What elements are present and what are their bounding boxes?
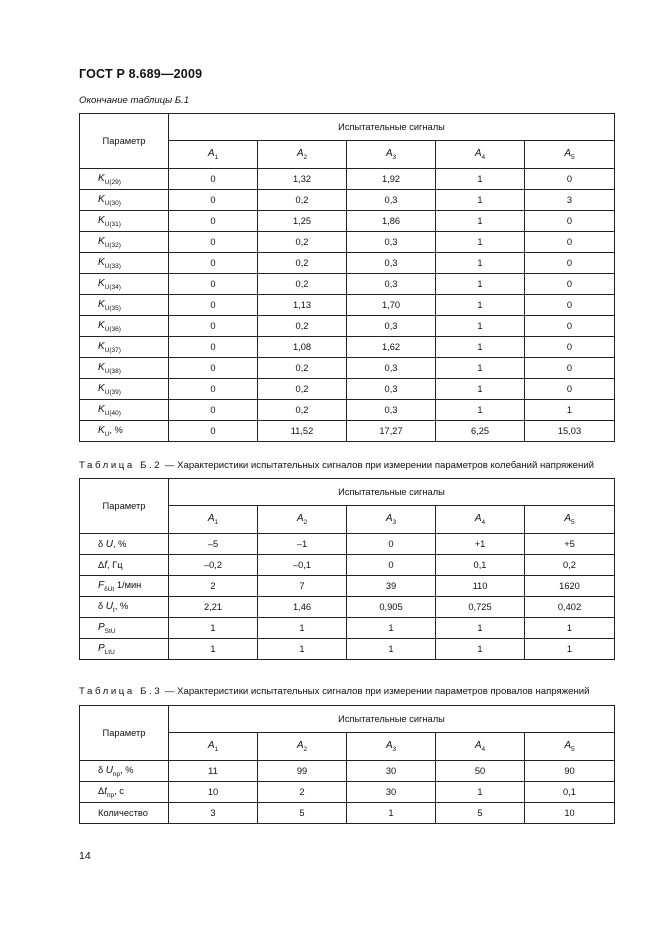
- signal-index: 2: [303, 519, 308, 526]
- value-cell: 0: [169, 295, 258, 316]
- param-prefix: Δ: [98, 559, 105, 570]
- value-cell: 0,905: [347, 597, 436, 618]
- param-subscript: U(29): [104, 178, 121, 186]
- value-cell: 1: [525, 618, 615, 639]
- signal-symbol: $A_4$: [474, 148, 486, 161]
- table-row: [80, 337, 615, 358]
- param-cell: [80, 316, 169, 337]
- signal-symbol: $A_1$: [207, 740, 219, 753]
- param-cell: [80, 534, 169, 555]
- table-row: [80, 379, 615, 400]
- param-subscript: U(37): [104, 346, 121, 354]
- value-cell: 0: [525, 274, 615, 295]
- table-row: [80, 782, 615, 803]
- table-row: [80, 534, 615, 555]
- value-cell: 1: [436, 295, 525, 316]
- value-cell: 1: [436, 358, 525, 379]
- param-subscript: U(39): [104, 388, 121, 396]
- param-subscript: U(35): [104, 304, 121, 312]
- signal-header-1: [169, 733, 258, 761]
- signal-header-4: [436, 733, 525, 761]
- signal-header-5: [525, 733, 615, 761]
- value-cell: 0,725: [436, 597, 525, 618]
- value-cell: 2,21: [169, 597, 258, 618]
- value-cell: 0: [169, 421, 258, 442]
- signal-index: 5: [571, 519, 575, 526]
- value-cell: 99: [258, 761, 347, 782]
- value-cell: 0: [169, 379, 258, 400]
- value-cell: 50: [436, 761, 525, 782]
- table2-caption: [79, 460, 594, 471]
- signal-header-2: [258, 141, 347, 169]
- table3-caption-text: — Характеристики испытательных сигналов при измерении параметров провалов напряжений: [162, 686, 590, 697]
- value-cell: 0,3: [347, 274, 436, 295]
- signal-symbol: $A_4$: [474, 513, 486, 526]
- table-row: [80, 639, 615, 660]
- signal-symbol: $A_3$: [385, 740, 397, 753]
- value-cell: 2: [169, 576, 258, 597]
- value-cell: 0,3: [347, 190, 436, 211]
- param-subscript: U(31): [104, 220, 121, 228]
- value-cell: 0: [169, 253, 258, 274]
- param-cell: [80, 358, 169, 379]
- signal-symbol: $A_2$: [296, 148, 308, 161]
- value-cell: 0,2: [525, 555, 615, 576]
- param-symbol: K: [98, 319, 105, 331]
- signal-header-2: [258, 506, 347, 534]
- param-symbol: P: [98, 621, 105, 633]
- param-symbol: K: [98, 382, 105, 394]
- signal-symbol: $A_2$: [296, 513, 308, 526]
- value-cell: 1: [436, 211, 525, 232]
- value-cell: 5: [258, 803, 347, 824]
- signal-index: 2: [303, 746, 308, 753]
- signal-symbol: $A_2$: [296, 740, 308, 753]
- param-symbol: K: [98, 235, 105, 247]
- param-symbol: P: [98, 642, 105, 654]
- value-cell: 1: [347, 639, 436, 660]
- value-cell: 0,2: [258, 400, 347, 421]
- table-row: [80, 358, 615, 379]
- param-symbol: K: [98, 361, 105, 373]
- value-cell: 0: [169, 337, 258, 358]
- value-cell: 0,2: [258, 232, 347, 253]
- value-cell: 11: [169, 761, 258, 782]
- value-cell: 15,03: [525, 421, 615, 442]
- value-cell: 0,3: [347, 400, 436, 421]
- table3-caption: [79, 686, 589, 697]
- param-subscript: U(34): [104, 283, 121, 291]
- param-cell: [80, 618, 169, 639]
- signal-index: 3: [392, 746, 397, 753]
- value-cell: 110: [436, 576, 525, 597]
- param-symbol: U: [105, 764, 113, 776]
- value-cell: 3: [169, 803, 258, 824]
- param-cell: [80, 639, 169, 660]
- value-cell: –0,1: [258, 555, 347, 576]
- value-cell: +5: [525, 534, 615, 555]
- value-cell: 1: [436, 782, 525, 803]
- value-cell: –0,2: [169, 555, 258, 576]
- param-subscript: U(36): [104, 325, 121, 333]
- table-row: [80, 274, 615, 295]
- param-header: Параметр: [80, 706, 169, 761]
- param-symbol: K: [98, 193, 105, 205]
- param-cell: [80, 295, 169, 316]
- table1-caption: Окончание таблицы Б.1: [79, 95, 190, 106]
- param-suffix: , %: [114, 600, 129, 611]
- signal-header-3: [347, 141, 436, 169]
- param-cell: [80, 190, 169, 211]
- signal-index: 4: [481, 154, 486, 161]
- param-header: Параметр: [80, 479, 169, 534]
- param-suffix: , Гц: [107, 559, 123, 570]
- value-cell: 0,3: [347, 232, 436, 253]
- signal-header-5: [525, 506, 615, 534]
- value-cell: 0,402: [525, 597, 615, 618]
- param-subscript: пр: [107, 791, 115, 799]
- value-cell: 1: [525, 400, 615, 421]
- value-cell: 0: [525, 295, 615, 316]
- value-cell: 0: [347, 555, 436, 576]
- header-row: [80, 479, 615, 506]
- value-cell: 0: [169, 358, 258, 379]
- value-cell: 1,70: [347, 295, 436, 316]
- value-cell: 0: [347, 534, 436, 555]
- value-cell: 1,08: [258, 337, 347, 358]
- value-cell: 1: [436, 232, 525, 253]
- signal-symbol: $A_5$: [564, 740, 575, 753]
- value-cell: 0,3: [347, 253, 436, 274]
- param-symbol: f: [104, 559, 107, 571]
- value-cell: 0,2: [258, 379, 347, 400]
- value-cell: 0: [169, 316, 258, 337]
- value-cell: 0: [169, 211, 258, 232]
- value-cell: 0: [525, 211, 615, 232]
- value-cell: 1,46: [258, 597, 347, 618]
- value-cell: 1: [258, 639, 347, 660]
- param-symbol: K: [98, 214, 105, 226]
- param-cell: [80, 803, 169, 824]
- value-cell: 0,1: [525, 782, 615, 803]
- param-subscript: U(38): [104, 367, 121, 375]
- table3-caption-label: Таблица Б.3: [79, 686, 163, 697]
- param-symbol: F: [98, 579, 105, 591]
- signal-header-3: [347, 506, 436, 534]
- param-prefix: δ: [98, 764, 106, 775]
- value-cell: 1,92: [347, 169, 436, 190]
- value-cell: 1: [436, 618, 525, 639]
- param-suffix: , %: [113, 538, 127, 549]
- param-cell: [80, 337, 169, 358]
- value-cell: 1: [436, 169, 525, 190]
- param-header: Параметр: [80, 114, 169, 169]
- value-cell: 1: [347, 803, 436, 824]
- table-row: [80, 232, 615, 253]
- header-row: [80, 114, 615, 141]
- param-cell: [80, 576, 169, 597]
- value-cell: 0,2: [258, 253, 347, 274]
- signal-symbol: $A_1$: [207, 148, 219, 161]
- param-subscript: U(30): [104, 199, 121, 207]
- param-subscript: t: [113, 606, 115, 614]
- value-cell: 3: [525, 190, 615, 211]
- value-cell: 11,52: [258, 421, 347, 442]
- signal-symbol: $A_4$: [474, 740, 486, 753]
- value-cell: 0,2: [258, 190, 347, 211]
- value-cell: 2: [258, 782, 347, 803]
- group-header: Испытательные сигналы: [169, 706, 615, 733]
- value-cell: 1: [525, 639, 615, 660]
- value-cell: 0: [525, 379, 615, 400]
- param-cell: [80, 379, 169, 400]
- signal-symbol: $A_5$: [564, 148, 575, 161]
- value-cell: 1,13: [258, 295, 347, 316]
- signal-index: 5: [571, 154, 575, 161]
- param-cell: [80, 169, 169, 190]
- group-header: Испытательные сигналы: [169, 479, 615, 506]
- value-cell: 0,2: [258, 274, 347, 295]
- value-cell: 10: [169, 782, 258, 803]
- signal-index: 1: [214, 154, 219, 161]
- value-cell: 1: [436, 316, 525, 337]
- value-cell: 6,25: [436, 421, 525, 442]
- value-cell: 1: [436, 253, 525, 274]
- table2-caption-label: Таблица Б.2: [79, 460, 163, 471]
- value-cell: 0: [525, 169, 615, 190]
- param-subscript: LtU: [104, 648, 115, 656]
- value-cell: 0: [525, 232, 615, 253]
- param-symbol: U: [105, 600, 113, 612]
- table-b3: [79, 705, 615, 824]
- param-suffix: , с: [114, 785, 124, 796]
- value-cell: 30: [347, 761, 436, 782]
- value-cell: 1: [169, 639, 258, 660]
- value-cell: 10: [525, 803, 615, 824]
- value-cell: 0: [525, 253, 615, 274]
- signal-index: 3: [392, 154, 397, 161]
- table-row: [80, 316, 615, 337]
- value-cell: 39: [347, 576, 436, 597]
- param-suffix: 1/мин: [114, 579, 142, 590]
- param-symbol: K: [98, 172, 105, 184]
- signal-index: 5: [571, 746, 575, 753]
- signal-symbol: $A_1$: [207, 513, 219, 526]
- param-cell: [80, 782, 169, 803]
- signal-index: 4: [481, 519, 486, 526]
- value-cell: 1,62: [347, 337, 436, 358]
- value-cell: 17,27: [347, 421, 436, 442]
- table2-caption-text: — Характеристики испытательных сигналов при измерении параметров колебаний напряжений: [162, 460, 595, 471]
- param-suffix: , %: [120, 764, 134, 775]
- param-symbol: K: [98, 277, 105, 289]
- value-cell: 1,32: [258, 169, 347, 190]
- signal-symbol: $A_5$: [564, 513, 575, 526]
- param-subscript: δUt: [104, 585, 115, 593]
- value-cell: 0,3: [347, 316, 436, 337]
- param-subscript: U(32): [104, 241, 121, 249]
- value-cell: 0: [525, 337, 615, 358]
- param-cell: [80, 274, 169, 295]
- group-header: Испытательные сигналы: [169, 114, 615, 141]
- param-cell: [80, 421, 169, 442]
- param-symbol: K: [98, 256, 105, 268]
- param-suffix: Количество: [98, 808, 148, 818]
- value-cell: 0: [169, 400, 258, 421]
- signal-symbol: $A_3$: [385, 148, 397, 161]
- param-prefix: δ: [98, 538, 106, 549]
- param-cell: [80, 597, 169, 618]
- param-subscript: U(40): [104, 409, 121, 417]
- signal-index: 1: [214, 746, 219, 753]
- value-cell: 0: [169, 169, 258, 190]
- param-cell: [80, 211, 169, 232]
- value-cell: 1: [436, 274, 525, 295]
- table-row: [80, 190, 615, 211]
- signal-header-4: [436, 506, 525, 534]
- signal-header-2: [258, 733, 347, 761]
- table-row: [80, 555, 615, 576]
- value-cell: 5: [436, 803, 525, 824]
- param-prefix: δ: [98, 600, 106, 611]
- document-header: ГОСТ Р 8.689—2009: [79, 67, 203, 81]
- signal-symbol: $A_3$: [385, 513, 397, 526]
- param-cell: [80, 253, 169, 274]
- value-cell: 0,3: [347, 379, 436, 400]
- param-cell: [80, 232, 169, 253]
- param-cell: [80, 555, 169, 576]
- value-cell: 30: [347, 782, 436, 803]
- table-row: [80, 761, 615, 782]
- table-row: [80, 576, 615, 597]
- value-cell: 0: [169, 232, 258, 253]
- value-cell: 90: [525, 761, 615, 782]
- param-prefix: Δ: [98, 785, 105, 796]
- table-row: [80, 400, 615, 421]
- signal-header-3: [347, 733, 436, 761]
- value-cell: 1: [436, 379, 525, 400]
- param-symbol: K: [98, 340, 105, 352]
- param-symbol: K: [98, 424, 105, 436]
- signal-header-1: [169, 506, 258, 534]
- param-cell: [80, 761, 169, 782]
- value-cell: +1: [436, 534, 525, 555]
- table-row: [80, 211, 615, 232]
- table-b2: [79, 478, 615, 660]
- param-symbol: U: [105, 538, 113, 550]
- signal-header-1: [169, 141, 258, 169]
- value-cell: 1,25: [258, 211, 347, 232]
- table-row: [80, 803, 615, 824]
- value-cell: 1: [436, 337, 525, 358]
- signal-index: 4: [481, 746, 486, 753]
- param-suffix: , %: [109, 424, 123, 435]
- value-cell: 0,2: [258, 316, 347, 337]
- value-cell: 1,86: [347, 211, 436, 232]
- table-row: [80, 618, 615, 639]
- signal-header-4: [436, 141, 525, 169]
- value-cell: 0,3: [347, 358, 436, 379]
- page-number: 14: [79, 850, 91, 862]
- signal-header-5: [525, 141, 615, 169]
- value-cell: 1: [436, 400, 525, 421]
- param-symbol: t: [104, 785, 107, 797]
- value-cell: 1: [347, 618, 436, 639]
- value-cell: 7: [258, 576, 347, 597]
- signal-index: 3: [392, 519, 397, 526]
- table-b1: [79, 113, 615, 442]
- table-row: [80, 169, 615, 190]
- value-cell: 1: [258, 618, 347, 639]
- value-cell: 0: [525, 316, 615, 337]
- value-cell: 1: [169, 618, 258, 639]
- value-cell: 1620: [525, 576, 615, 597]
- param-subscript: U(33): [104, 262, 121, 270]
- value-cell: –5: [169, 534, 258, 555]
- table-row: [80, 253, 615, 274]
- value-cell: 1: [436, 190, 525, 211]
- signal-index: 1: [214, 519, 219, 526]
- table-row: [80, 295, 615, 316]
- value-cell: –1: [258, 534, 347, 555]
- value-cell: 0: [525, 358, 615, 379]
- value-cell: 0: [169, 190, 258, 211]
- value-cell: 0,1: [436, 555, 525, 576]
- header-row: [80, 706, 615, 733]
- param-symbol: K: [98, 403, 105, 415]
- table-row: [80, 421, 615, 442]
- signal-index: 2: [303, 154, 308, 161]
- value-cell: 0,2: [258, 358, 347, 379]
- param-subscript: U: [104, 430, 110, 438]
- value-cell: 0: [169, 274, 258, 295]
- table-row: [80, 597, 615, 618]
- param-cell: [80, 400, 169, 421]
- param-symbol: K: [98, 298, 105, 310]
- value-cell: 1: [436, 639, 525, 660]
- param-subscript: пр: [113, 770, 121, 778]
- param-subscript: StU: [104, 627, 116, 635]
